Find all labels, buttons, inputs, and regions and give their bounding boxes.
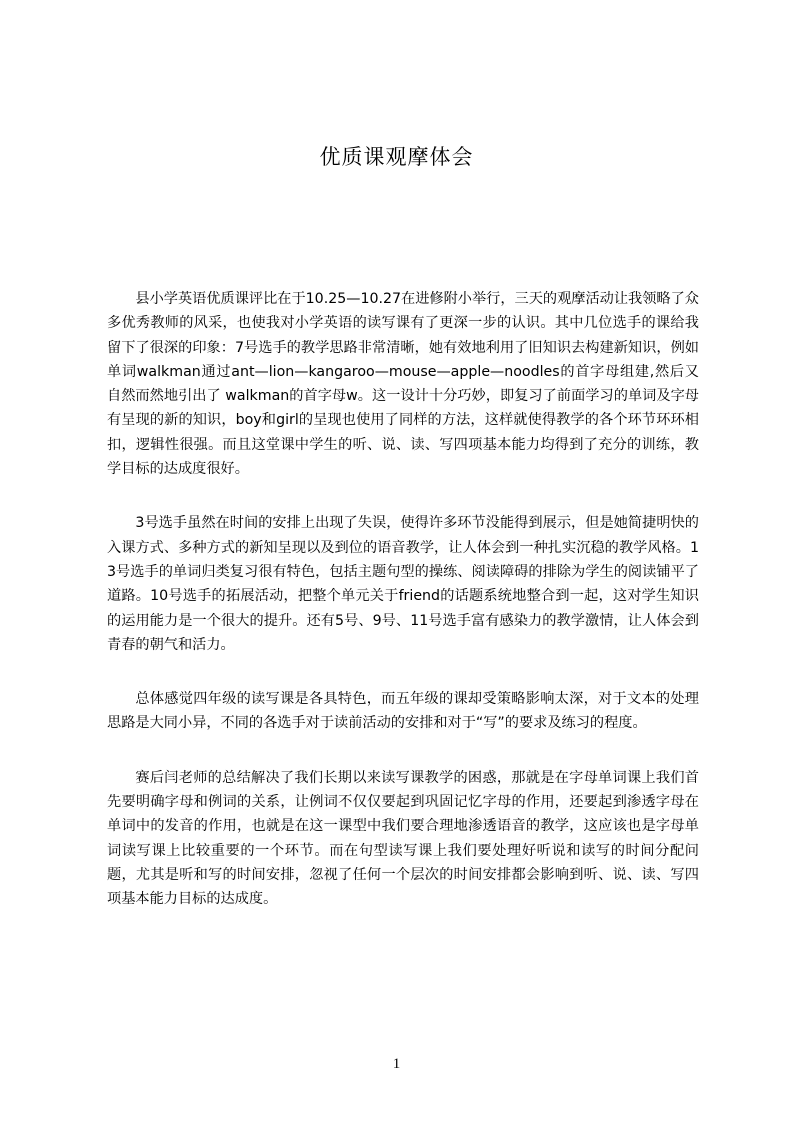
page-title: 优质课观摩体会 bbox=[319, 145, 474, 169]
paragraph-1: 县小学英语优质课评比在于10.25—10.27在进修附小举行，三天的观摩活动让我领略了众多优秀教师的风采，也使我对小学英语的读写课有了更深一步的认识。其中几位选手的课给我留下了很深的印象：7号选手的教学思路非常清晰，她有效地利用了旧知识去构建新知识，例如单词walkman通过ant—lion—kangaroo—mouse—apple—noodles的首字母组建,然后又自然而然地引出了 walkman的首字母w。这一设计十分巧妙，即复习了前面学习的单词及字母有呈现的新的知识，boy和girl的呈现也使用了同样的方法，这样就使得教学的各个环节环环相扣，逻辑性很强。而且这堂课中学生的听、说、读、写四项基本能力均得到了充分的训练，教学目标的达成度很好。 bbox=[107, 291, 699, 478]
paragraph-2: 3号选手虽然在时间的安排上出现了失误，使得许多环节没能得到展示，但是她简捷明快的入课方式、多种方式的新知呈现以及到位的语音教学，让人体会到一种扎实沉稳的教学风格。13号选手的单词归类复习很有特色，包括主题句型的操练、阅读障碍的排除为学生的阅读铺平了道路。10号选手的拓展活动，把整个单元关于friend的话题系统地整合到一起，这对学生知识的运用能力是一个很大的提升。还有5号、9号、11号选手富有感染力的教学激情，让人体会到青春的朝气和活力。 bbox=[107, 515, 699, 653]
page-number: 1 bbox=[392, 1056, 401, 1072]
paragraph-4: 赛后闫老师的总结解决了我们长期以来读写课教学的困惑，那就是在字母单词课上我们首先要明确字母和例词的关系，让例词不仅仅要起到巩固记忆字母的作用，还要起到渗透字母在单词中的发音的作用，也就是在这一课型中我们要合理地渗透语音的教学，这应该也是字母单词读写课上比较重要的一个环节。而在句型读写课上我们要处理好听说和读写的时间分配问题，尤其是听和写的时间安排，忽视了任何一个层次的时间安排都会影响到听、说、读、写四项基本能力目标的达成度。 bbox=[107, 769, 699, 908]
document-body bbox=[107, 287, 699, 942]
paragraph-3: 总体感觉四年级的读写课是各具特色，而五年级的课却受策略影响太深，对于文本的处理思路是大同小异，不同的各选手对于读前活动的安排和对于“写”的要求及练习的程度。 bbox=[107, 691, 699, 732]
